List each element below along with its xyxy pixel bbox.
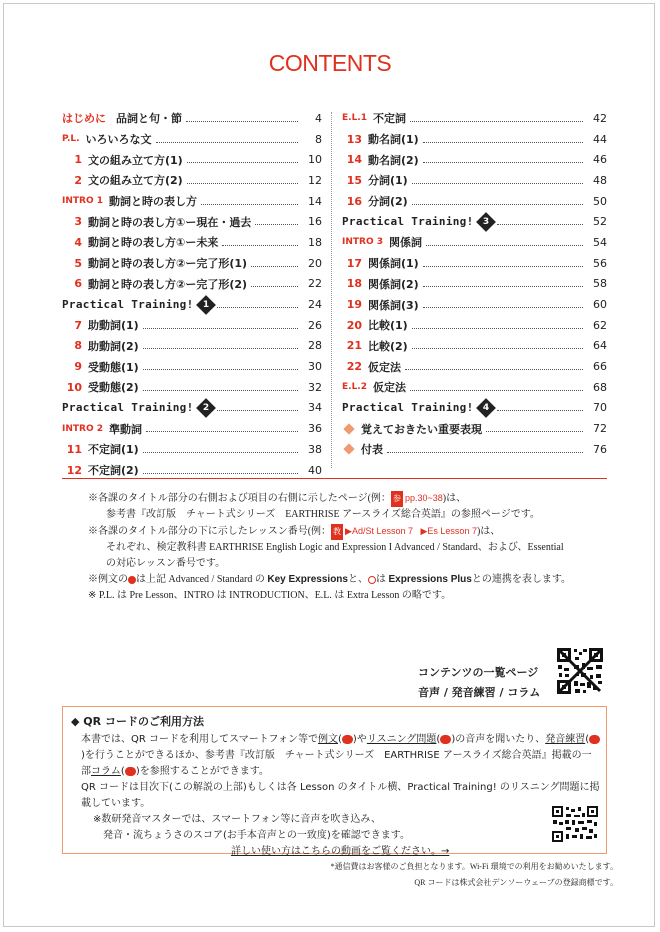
leader-dots xyxy=(423,307,583,308)
toc-row[interactable] xyxy=(342,336,607,357)
leader-dots xyxy=(423,142,583,143)
note-3-text-e: との連携を表します。 xyxy=(471,574,572,585)
qr-p1-text-d: を行うことができるほか、参考書『改訂版 チャート式シリーズ EARTHRISE アースライズ総合 xyxy=(84,750,522,761)
note-2-text-c: それぞれ、検定教科書 EARTHRISE English Logic and Expression I Advanced / Standard、および、Essential xyxy=(106,542,564,553)
expressions-plus-label: Expressions Plus xyxy=(388,574,472,585)
toc-row[interactable] xyxy=(62,418,322,439)
lesson-title: 動詞と時の表し方①ー現在・過去 xyxy=(88,215,252,229)
practical-training-number: 2 xyxy=(202,402,209,413)
leader-dots xyxy=(387,452,583,453)
toc-row[interactable] xyxy=(342,191,607,212)
lesson-number: 21 xyxy=(346,339,362,353)
lesson-title: 関係詞(1) xyxy=(368,257,419,271)
qr-p1-text-e: 英語』掲載の一部 xyxy=(81,750,592,777)
practical-training-title: Practical Training! xyxy=(62,298,194,312)
number-diamond-icon xyxy=(196,398,216,418)
page-number: 48 xyxy=(593,173,607,187)
note-1-text-a: ※各課のタイトル部分の右側および項目の右側に示したページ(例： xyxy=(88,493,391,504)
qr-usage-heading: ◆ QR コードのご利用方法 xyxy=(71,715,204,728)
lesson-number: 17 xyxy=(346,256,362,270)
leader-dots xyxy=(497,410,583,411)
toc-row[interactable] xyxy=(62,129,322,150)
toc-left-column xyxy=(62,108,322,480)
toc-row[interactable] xyxy=(342,274,607,295)
page-number: 54 xyxy=(593,235,607,249)
leader-dots xyxy=(217,307,298,308)
leader-dots xyxy=(410,121,583,122)
note-2 xyxy=(88,523,633,572)
lesson-number: 3 xyxy=(74,215,82,229)
note-1-example-pages: pp.30~38 xyxy=(404,493,443,503)
note-2-text-b: )は、 xyxy=(476,526,501,537)
page-number: 18 xyxy=(308,235,322,249)
lesson-title: 分詞(1) xyxy=(368,174,408,188)
open-circle-icon xyxy=(368,576,376,584)
toc-row[interactable] xyxy=(342,398,607,419)
toc-row[interactable] xyxy=(342,170,607,191)
leader-dots xyxy=(143,369,298,370)
speech-bubble-icon xyxy=(589,735,600,744)
page-number: 76 xyxy=(593,442,607,456)
lesson-number: はじめに xyxy=(62,112,106,126)
toc-row[interactable] xyxy=(342,232,607,253)
lesson-title: 動名詞(2) xyxy=(368,153,419,167)
lesson-number: 7 xyxy=(74,318,82,332)
lesson-number: INTRO 3 xyxy=(342,237,383,248)
leader-dots xyxy=(187,183,298,184)
toc-row[interactable] xyxy=(342,253,607,274)
page-number: 58 xyxy=(593,277,607,291)
lesson-title: 付表 xyxy=(361,443,383,457)
lesson-number: 22 xyxy=(346,360,362,374)
toc-row[interactable] xyxy=(342,149,607,170)
page-number: 32 xyxy=(308,380,322,394)
toc-right-column xyxy=(342,108,607,460)
page-number: 24 xyxy=(308,298,322,312)
leader-dots xyxy=(423,266,583,267)
note-2-example-a: ▶Ad/St Lesson 7 xyxy=(345,526,413,536)
note-2-example-b: ▶Es Lesson 7 xyxy=(420,526,477,536)
qr-p3-text-b: 発音・流ちょうさのスコア(お手本音声との一致度)を確認できます。 xyxy=(103,830,411,841)
lesson-title: 助動詞(1) xyxy=(88,319,139,333)
pronunciation-link[interactable]: 発音練習 xyxy=(545,734,586,745)
lesson-number: 11 xyxy=(66,442,82,456)
page-number: 50 xyxy=(593,194,607,208)
lesson-number: 12 xyxy=(66,463,82,477)
note-1-text-c: 参考書『改訂版 チャート式シリーズ EARTHRISE アースライズ総合英語』の参照ページです。 xyxy=(106,509,540,520)
note-3-text-c: と、 xyxy=(347,574,368,585)
toc-row[interactable] xyxy=(62,356,322,377)
qr-usage-p4 xyxy=(81,844,601,860)
note-3-text-d: は xyxy=(375,574,386,585)
lesson-number: 6 xyxy=(74,277,82,291)
leader-dots xyxy=(143,348,298,349)
lesson-title: 品詞と句・節 xyxy=(116,112,182,126)
qr-p1-text-f: を参照することができます。 xyxy=(139,766,269,777)
lesson-title: 比較(2) xyxy=(368,339,408,353)
qr-p1-text-b: や xyxy=(356,734,367,745)
qr-code-icon[interactable] xyxy=(556,647,604,695)
practical-training-number: 1 xyxy=(202,299,209,310)
note-3-text-b: は上記 Advanced / Standard の xyxy=(136,574,265,585)
toc-row[interactable] xyxy=(62,274,322,295)
lesson-title: 関係詞 xyxy=(389,236,422,250)
toc-row[interactable] xyxy=(342,294,607,315)
headphones-icon xyxy=(440,735,451,744)
qr-usage-p2 xyxy=(81,780,601,812)
toc-row[interactable] xyxy=(62,294,322,315)
lesson-title: 関係詞(3) xyxy=(368,298,419,312)
leader-dots xyxy=(187,162,298,163)
page-number: 20 xyxy=(308,256,322,270)
lesson-title: 不定詞(2) xyxy=(88,464,139,478)
lesson-number: 15 xyxy=(346,173,362,187)
toc-row[interactable] xyxy=(62,232,322,253)
page-number: 72 xyxy=(593,422,607,436)
page-number: 4 xyxy=(315,111,322,125)
leader-dots xyxy=(255,224,298,225)
page-number: 62 xyxy=(593,318,607,332)
leader-dots xyxy=(143,328,298,329)
lesson-number: 9 xyxy=(74,360,82,374)
note-1-text-b: )は、 xyxy=(442,493,467,504)
toc-row[interactable] xyxy=(62,108,322,129)
toc-row[interactable] xyxy=(342,211,607,232)
page-number: 52 xyxy=(593,215,607,229)
toc-bottom-divider xyxy=(62,478,607,479)
note-1 xyxy=(88,490,633,523)
leader-dots xyxy=(412,204,583,205)
page-number: 16 xyxy=(308,215,322,229)
leader-dots xyxy=(251,266,298,267)
lesson-number: E.L.1 xyxy=(342,113,367,124)
page-number: 44 xyxy=(593,132,607,146)
toc-row[interactable] xyxy=(342,108,607,129)
page-number: 42 xyxy=(593,111,607,125)
toc-row[interactable] xyxy=(62,191,322,212)
lesson-title: 仮定法 xyxy=(368,360,401,374)
key-expressions-label: Key Expressions xyxy=(267,574,348,585)
column-divider xyxy=(331,112,332,468)
toc-row[interactable] xyxy=(62,211,322,232)
video-link[interactable]: 詳しい使い方はこちらの動画をご覧ください。→ xyxy=(231,846,450,857)
textbook-badge: 教 xyxy=(331,524,343,540)
qr-usage-p1: 本書では、QR コードを利用してスマートフォン等で例文( )やリスニング問題( )の音声を聞いたり、発音練習()を行うことができるほか、参考書『改訂版 チャート式シリーズ EARTHRISE アースライズ総合英語』掲載の一部コラム( )を参照することができます。 xyxy=(81,732,601,780)
diamond-bullet-icon xyxy=(343,444,354,455)
toc-row[interactable] xyxy=(62,336,322,357)
qr-p3-text-a: ※数研発音マスターでは、スマートフォン等に音声を吹き込み、 xyxy=(93,814,381,825)
lesson-number: 8 xyxy=(74,339,82,353)
leader-dots xyxy=(412,183,583,184)
page-number: 14 xyxy=(308,194,322,208)
filled-circle-icon xyxy=(128,576,136,584)
toc-row[interactable] xyxy=(342,377,607,398)
lesson-title: 準動詞 xyxy=(109,422,142,436)
practical-training-number: 3 xyxy=(482,216,489,227)
lesson-number: 5 xyxy=(74,256,82,270)
qr-p2-text-b: に掲載しています。 xyxy=(81,782,600,809)
page-number: 46 xyxy=(593,153,607,167)
leader-dots xyxy=(146,431,298,432)
page-number: 64 xyxy=(593,339,607,353)
qr-p1-text-a: 本書では、QR コードを利用してスマートフォン等で xyxy=(81,734,318,745)
leader-dots xyxy=(222,245,298,246)
toc-row[interactable] xyxy=(62,439,322,460)
leader-dots xyxy=(412,328,583,329)
toc-row[interactable] xyxy=(62,315,322,336)
qr-contents-sublabel: 音声 / 発音練習 / コラム xyxy=(418,686,541,699)
page-number: 56 xyxy=(593,256,607,270)
leader-dots xyxy=(497,224,583,225)
page-number: 60 xyxy=(593,298,607,312)
lesson-number: 4 xyxy=(74,235,82,249)
qr-contents-label: コンテンツの一覧ページ xyxy=(418,666,539,679)
number-diamond-icon xyxy=(476,398,496,418)
leader-dots xyxy=(143,390,298,391)
leader-dots xyxy=(423,286,583,287)
note-4: ※ P.L. は Pre Lesson、INTRO は INTRODUCTION、E.L. は Extra Lesson の略です。 xyxy=(88,590,452,601)
toc-row[interactable] xyxy=(342,315,607,336)
lesson-title: 不定詞(1) xyxy=(88,443,139,457)
toc-row[interactable] xyxy=(342,129,607,150)
lesson-title: 分詞(2) xyxy=(368,195,408,209)
toc-row[interactable] xyxy=(62,398,322,419)
page-number: 8 xyxy=(315,132,322,146)
page-number: 28 xyxy=(308,339,322,353)
lesson-number: INTRO 1 xyxy=(62,196,103,207)
qr-usage-panel xyxy=(62,706,607,857)
notes xyxy=(88,490,633,604)
number-diamond-icon xyxy=(196,295,216,315)
page-number: 40 xyxy=(308,463,322,477)
leader-dots xyxy=(251,286,298,287)
toc-row[interactable] xyxy=(342,356,607,377)
lesson-title: 比較(1) xyxy=(368,319,408,333)
lesson-number: 18 xyxy=(346,277,362,291)
page-number: 38 xyxy=(308,442,322,456)
lesson-title: 受動態(1) xyxy=(88,360,139,374)
leader-dots xyxy=(426,245,583,246)
lesson-number: E.L.2 xyxy=(342,382,367,393)
practical-training-title: Practical Training! xyxy=(342,215,474,229)
toc-row[interactable] xyxy=(62,149,322,170)
leader-dots xyxy=(156,142,298,143)
column-link[interactable]: コラム xyxy=(91,766,121,777)
lesson-number: 10 xyxy=(66,380,82,394)
lesson-number: 16 xyxy=(346,194,362,208)
lesson-title: 動詞と時の表し方①ー未来 xyxy=(88,236,219,250)
lesson-title: 動詞と時の表し方②ー完了形(2) xyxy=(88,277,248,291)
lesson-title: 関係詞(2) xyxy=(368,277,419,291)
lesson-number: 14 xyxy=(346,153,362,167)
page-number: 10 xyxy=(308,153,322,167)
lesson-title: 仮定法 xyxy=(372,381,406,395)
number-diamond-icon xyxy=(476,212,496,232)
toc-row[interactable] xyxy=(62,377,322,398)
toc-row[interactable] xyxy=(62,170,322,191)
lesson-title: 文の組み立て方(2) xyxy=(88,174,183,188)
page-number: 68 xyxy=(593,380,607,394)
page-number: 30 xyxy=(308,360,322,374)
lesson-title: 文の組み立て方(1) xyxy=(88,153,183,167)
leader-dots xyxy=(143,452,298,453)
reference-badge: 参 xyxy=(391,491,403,507)
lesson-title: 覚えておきたい重要表現 xyxy=(361,422,482,436)
qr-usage-p3 xyxy=(81,812,601,844)
page-number: 66 xyxy=(593,360,607,374)
lesson-title: 不定詞 xyxy=(372,112,406,126)
example-link[interactable]: 例文 xyxy=(318,734,338,745)
page-number: 22 xyxy=(308,277,322,291)
toc-row[interactable] xyxy=(62,253,322,274)
leader-dots xyxy=(143,473,298,474)
video-qr-code-icon[interactable] xyxy=(551,805,599,843)
leader-dots xyxy=(201,204,298,205)
lesson-number: INTRO 2 xyxy=(62,423,103,434)
lesson-title: いろいろな文 xyxy=(85,133,152,147)
speaker-icon xyxy=(342,735,353,744)
column-icon xyxy=(125,767,136,776)
note-2-text-d: の対応レッスン番号です。 xyxy=(106,558,226,569)
leader-dots xyxy=(423,162,583,163)
diamond-bullet-icon xyxy=(343,423,354,434)
lesson-title: 受動態(2) xyxy=(88,381,139,395)
page-number: 70 xyxy=(593,401,607,415)
listening-link[interactable]: リスニング問題 xyxy=(366,734,437,745)
page-number: 34 xyxy=(308,401,322,415)
toc-row[interactable] xyxy=(342,439,607,460)
note-3-text-a: ※例文の xyxy=(88,574,128,585)
note-2-text-a: ※各課のタイトル部分の下に示したレッスン番号(例： xyxy=(88,526,332,537)
leader-dots xyxy=(186,121,298,122)
toc-row[interactable] xyxy=(342,418,607,439)
footer-note-2: QR コードは株式会社デンソーウェーブの登録商標です。 xyxy=(414,878,618,887)
lesson-title: 動詞と時の表し方 xyxy=(109,195,197,209)
lesson-number: 19 xyxy=(346,298,362,312)
page-title: CONTENTS xyxy=(268,50,392,76)
page-number: 26 xyxy=(308,318,322,332)
note-3 xyxy=(88,572,633,588)
qr-usage-body xyxy=(81,732,601,860)
leader-dots xyxy=(405,369,583,370)
page-number: 12 xyxy=(308,173,322,187)
practical-training-title: Practical Training! xyxy=(62,401,194,415)
lesson-title: 動詞と時の表し方②ー完了形(1) xyxy=(88,257,248,271)
leader-dots xyxy=(217,410,298,411)
lesson-number: 20 xyxy=(346,318,362,332)
practical-training-number: 4 xyxy=(482,402,489,413)
leader-dots xyxy=(410,390,583,391)
lesson-number: 1 xyxy=(74,153,82,167)
footer-note-1: *通信費はお客様のご負担となります。Wi-Fi 環境での利用をお勧めいたします。 xyxy=(330,862,618,871)
page-number: 36 xyxy=(308,422,322,436)
practical-training-title: Practical Training! xyxy=(342,401,474,415)
lesson-number: 2 xyxy=(74,173,82,187)
leader-dots xyxy=(486,431,583,432)
lesson-title: 助動詞(2) xyxy=(88,339,139,353)
lesson-title: 動名詞(1) xyxy=(368,133,419,147)
qr-p2-text-a: QR コードは目次下(この解説の上部)もしくは各 Lesson のタイトル横、Practical Training! のリスニング問題 xyxy=(81,782,580,793)
lesson-number: P.L. xyxy=(62,134,80,145)
leader-dots xyxy=(412,348,583,349)
qr-p1-text-c: の音声を聞いたり、 xyxy=(455,734,546,745)
lesson-number: 13 xyxy=(346,132,362,146)
